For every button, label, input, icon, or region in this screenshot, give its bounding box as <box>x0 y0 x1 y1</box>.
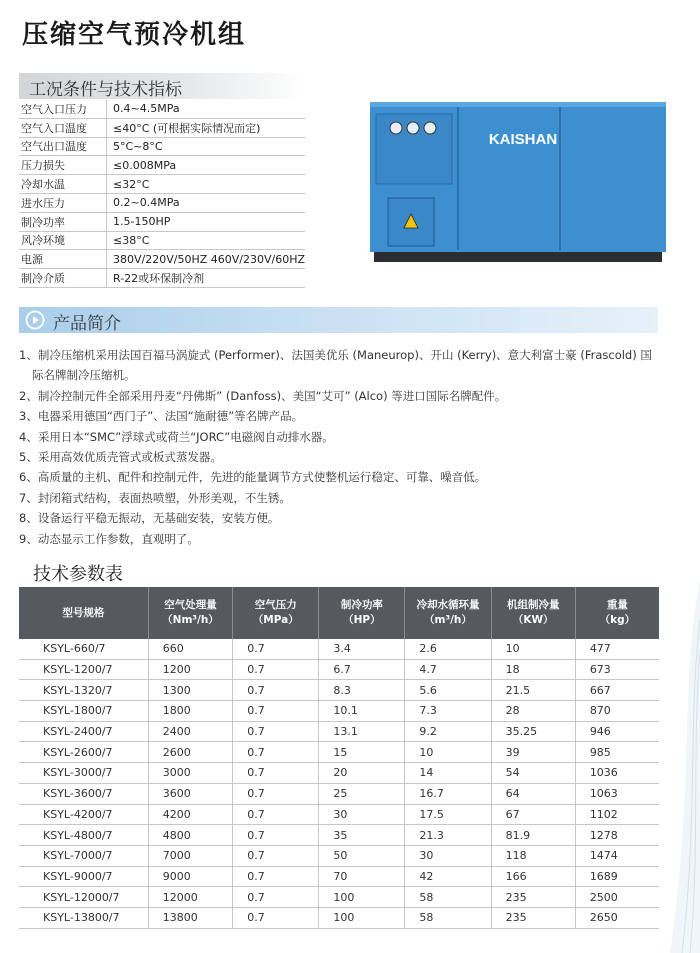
value-cell: 25 <box>319 783 405 804</box>
table-row <box>19 845 659 866</box>
value-cell: 30 <box>405 845 491 866</box>
spec-label: 风冷环境 <box>19 231 107 250</box>
spec-section-header <box>19 73 305 99</box>
spec-label: 空气出口温度 <box>19 137 107 156</box>
spec-row <box>19 156 305 175</box>
spec-label: 空气入口压力 <box>19 100 107 118</box>
pressure-gauge-icon <box>390 122 436 134</box>
value-cell: 0.7 <box>233 887 319 908</box>
spec-row <box>19 175 305 194</box>
column-header-name: 机组制冷量 <box>506 599 560 611</box>
column-header-name: 重量 <box>606 599 628 611</box>
value-cell: 4.7 <box>405 659 491 680</box>
value-cell: 235 <box>491 887 575 908</box>
model-cell: KSYL-1200/7 <box>19 659 148 680</box>
decorative-wave-graphic <box>640 560 700 953</box>
value-cell: 667 <box>575 680 659 701</box>
value-cell: 1278 <box>575 825 659 846</box>
value-cell: 1102 <box>575 804 659 825</box>
params-table-title: 技术参数表 <box>33 564 123 585</box>
value-cell: 1474 <box>575 845 659 866</box>
spec-row <box>19 193 305 212</box>
model-cell: KSYL-4800/7 <box>19 825 148 846</box>
value-cell: 0.7 <box>233 763 319 784</box>
value-cell: 0.7 <box>233 845 319 866</box>
value-cell: 42 <box>405 866 491 887</box>
spec-row <box>19 100 305 118</box>
feature-item: 8、设备运行平稳无振动，无基础安装，安装方便。 <box>19 511 280 526</box>
value-cell: 2400 <box>148 721 232 742</box>
value-cell: 70 <box>319 866 405 887</box>
spec-label: 电源 <box>19 250 107 269</box>
value-cell: 3000 <box>148 763 232 784</box>
table-row <box>19 887 659 908</box>
table-row <box>19 742 659 763</box>
spec-label: 冷却水温 <box>19 175 107 194</box>
model-cell: KSYL-12000/7 <box>19 887 148 908</box>
value-cell: 1036 <box>575 763 659 784</box>
value-cell: 2650 <box>575 907 659 928</box>
value-cell: 58 <box>405 907 491 928</box>
feature-item: 1、制冷压缩机采用法国百福马涡旋式 (Performer)、法国美优乐 (Maneurop)、开山 (Kerry)、意大利富士豪 (Frascold) 国际名牌制冷压缩机。 <box>19 348 652 383</box>
value-cell: 28 <box>491 701 575 722</box>
value-cell: 39 <box>491 742 575 763</box>
value-cell: 0.7 <box>233 742 319 763</box>
value-cell: 10.1 <box>319 701 405 722</box>
value-cell: 0.7 <box>233 804 319 825</box>
column-header-name: 空气处理量 <box>164 599 217 611</box>
spec-value: 0.4~4.5MPa <box>107 100 306 118</box>
spec-label: 制冷介质 <box>19 269 107 288</box>
value-cell: 35.25 <box>491 721 575 742</box>
value-cell: 64 <box>491 783 575 804</box>
column-header-unit: （KW） <box>512 614 554 626</box>
model-cell: KSYL-9000/7 <box>19 866 148 887</box>
value-cell: 0.7 <box>233 721 319 742</box>
value-cell: 21.3 <box>405 825 491 846</box>
value-cell: 14 <box>405 763 491 784</box>
value-cell: 1300 <box>148 680 232 701</box>
table-row <box>19 763 659 784</box>
value-cell: 100 <box>319 887 405 908</box>
value-cell: 50 <box>319 845 405 866</box>
column-header <box>233 587 319 639</box>
params-table <box>19 587 659 929</box>
column-header-unit: （MPa） <box>252 614 299 626</box>
spec-section-title: 工况条件与技术指标 <box>29 80 182 100</box>
table-row <box>19 866 659 887</box>
value-cell: 8.3 <box>319 680 405 701</box>
value-cell: 35 <box>319 825 405 846</box>
model-cell: KSYL-7000/7 <box>19 845 148 866</box>
column-header <box>405 587 491 639</box>
value-cell: 235 <box>491 907 575 928</box>
value-cell: 100 <box>319 907 405 928</box>
value-cell: 18 <box>491 659 575 680</box>
value-cell: 0.7 <box>233 639 319 659</box>
model-cell: KSYL-3000/7 <box>19 763 148 784</box>
feature-item: 7、封闭箱式结构，表面热喷塑，外形美观，不生锈。 <box>19 490 291 505</box>
column-header-name: 制冷功率 <box>340 599 383 611</box>
value-cell: 7000 <box>148 845 232 866</box>
column-header-unit: （kg） <box>599 614 636 626</box>
table-row <box>19 639 659 659</box>
value-cell: 0.7 <box>233 866 319 887</box>
spec-label: 空气入口温度 <box>19 118 107 137</box>
value-cell: 20 <box>319 763 405 784</box>
feature-item: 5、采用高效优质壳管式或板式蒸发器。 <box>19 450 222 465</box>
model-cell: KSYL-4200/7 <box>19 804 148 825</box>
column-header <box>148 587 232 639</box>
spec-value: ≤38°C <box>107 231 306 250</box>
model-cell: KSYL-1800/7 <box>19 701 148 722</box>
table-row <box>19 907 659 928</box>
value-cell: 1800 <box>148 701 232 722</box>
value-cell: 3.4 <box>319 639 405 659</box>
value-cell: 13800 <box>148 907 232 928</box>
column-header <box>19 587 148 639</box>
value-cell: 54 <box>491 763 575 784</box>
value-cell: 58 <box>405 887 491 908</box>
column-header-unit: （Nm³/h） <box>162 614 219 626</box>
spec-label: 制冷功率 <box>19 212 107 231</box>
column-header-unit: （HP） <box>343 614 381 626</box>
column-header-name: 空气压力 <box>254 599 297 611</box>
spec-value: 5°C~8°C <box>107 137 306 156</box>
feature-item: 6、高质量的主机、配件和控制元件，先进的能量调节方式使整机运行稳定、可靠、噪音低。 <box>19 470 487 485</box>
value-cell: 10 <box>491 639 575 659</box>
value-cell: 4200 <box>148 804 232 825</box>
model-cell: KSYL-2600/7 <box>19 742 148 763</box>
column-header <box>491 587 575 639</box>
spec-value: 1.5-150HP <box>107 212 306 231</box>
spec-row <box>19 137 305 156</box>
value-cell: 30 <box>319 804 405 825</box>
value-cell: 13.1 <box>319 721 405 742</box>
value-cell: 0.7 <box>233 907 319 928</box>
spec-row <box>19 250 305 269</box>
unit-brand-label: KAISHAN <box>488 131 558 148</box>
value-cell: 81.9 <box>491 825 575 846</box>
value-cell: 0.7 <box>233 680 319 701</box>
table-row <box>19 701 659 722</box>
column-header-name: 冷却水循环量 <box>416 599 480 611</box>
value-cell: 9.2 <box>405 721 491 742</box>
value-cell: 0.7 <box>233 825 319 846</box>
table-row <box>19 783 659 804</box>
model-cell: KSYL-3600/7 <box>19 783 148 804</box>
value-cell: 0.7 <box>233 701 319 722</box>
value-cell: 946 <box>575 721 659 742</box>
feature-item: 9、动态显示工作参数，直观明了。 <box>19 531 199 546</box>
product-unit-image <box>370 102 666 264</box>
spec-row <box>19 231 305 250</box>
column-header-unit: （m³/h） <box>424 614 472 626</box>
value-cell: 4800 <box>148 825 232 846</box>
value-cell: 985 <box>575 742 659 763</box>
value-cell: 1200 <box>148 659 232 680</box>
value-cell: 673 <box>575 659 659 680</box>
column-header-name: 型号规格 <box>62 606 105 619</box>
value-cell: 16.7 <box>405 783 491 804</box>
spec-value: 380V/220V/50HZ 460V/230V/60HZ <box>107 250 306 269</box>
value-cell: 21.5 <box>491 680 575 701</box>
feature-list <box>19 345 659 549</box>
spec-value: 0.2~0.4MPa <box>107 193 306 212</box>
value-cell: 0.7 <box>233 783 319 804</box>
model-cell: KSYL-1320/7 <box>19 680 148 701</box>
table-row <box>19 804 659 825</box>
spec-value: R-22或环保制冷剂 <box>107 269 306 288</box>
spec-row <box>19 118 305 137</box>
spec-value: ≤0.008MPa <box>107 156 306 175</box>
table-row <box>19 825 659 846</box>
spec-row <box>19 212 305 231</box>
value-cell: 15 <box>319 742 405 763</box>
table-row <box>19 680 659 701</box>
value-cell: 660 <box>148 639 232 659</box>
value-cell: 17.5 <box>405 804 491 825</box>
value-cell: 166 <box>491 866 575 887</box>
spec-value: ≤40°C (可根据实际情况而定) <box>107 118 306 137</box>
value-cell: 2500 <box>575 887 659 908</box>
value-cell: 2600 <box>148 742 232 763</box>
value-cell: 6.7 <box>319 659 405 680</box>
value-cell: 1689 <box>575 866 659 887</box>
feature-item: 3、电器采用德国“西门子”、法国“施耐德”等名牌产品。 <box>19 409 304 424</box>
feature-item: 4、采用日本“SMC”浮球式或荷兰“JORC”电磁阀自动排水器。 <box>19 429 334 444</box>
feature-item: 2、制冷控制元件全部采用丹麦“丹佛斯” (Danfoss)、美国“艾可” (Alco) 等进口国际名牌配件。 <box>19 388 507 403</box>
model-cell: KSYL-660/7 <box>19 639 148 659</box>
value-cell: 2.6 <box>405 639 491 659</box>
value-cell: 118 <box>491 845 575 866</box>
spec-value: ≤32°C <box>107 175 306 194</box>
spec-row <box>19 269 305 288</box>
page-title: 压缩空气预冷机组 <box>22 20 247 50</box>
value-cell: 5.6 <box>405 680 491 701</box>
intro-section-header <box>19 307 658 333</box>
value-cell: 477 <box>575 639 659 659</box>
value-cell: 9000 <box>148 866 232 887</box>
model-cell: KSYL-13800/7 <box>19 907 148 928</box>
value-cell: 3600 <box>148 783 232 804</box>
table-row <box>19 659 659 680</box>
value-cell: 10 <box>405 742 491 763</box>
spec-label: 压力损失 <box>19 156 107 175</box>
value-cell: 0.7 <box>233 659 319 680</box>
value-cell: 1063 <box>575 783 659 804</box>
value-cell: 7.3 <box>405 701 491 722</box>
value-cell: 67 <box>491 804 575 825</box>
table-row <box>19 721 659 742</box>
model-cell: KSYL-2400/7 <box>19 721 148 742</box>
spec-label: 进水压力 <box>19 193 107 212</box>
column-header <box>319 587 405 639</box>
value-cell: 12000 <box>148 887 232 908</box>
spec-table <box>19 100 305 288</box>
intro-section-title: 产品简介 <box>53 314 121 334</box>
value-cell: 870 <box>575 701 659 722</box>
play-circle-icon <box>25 310 45 330</box>
